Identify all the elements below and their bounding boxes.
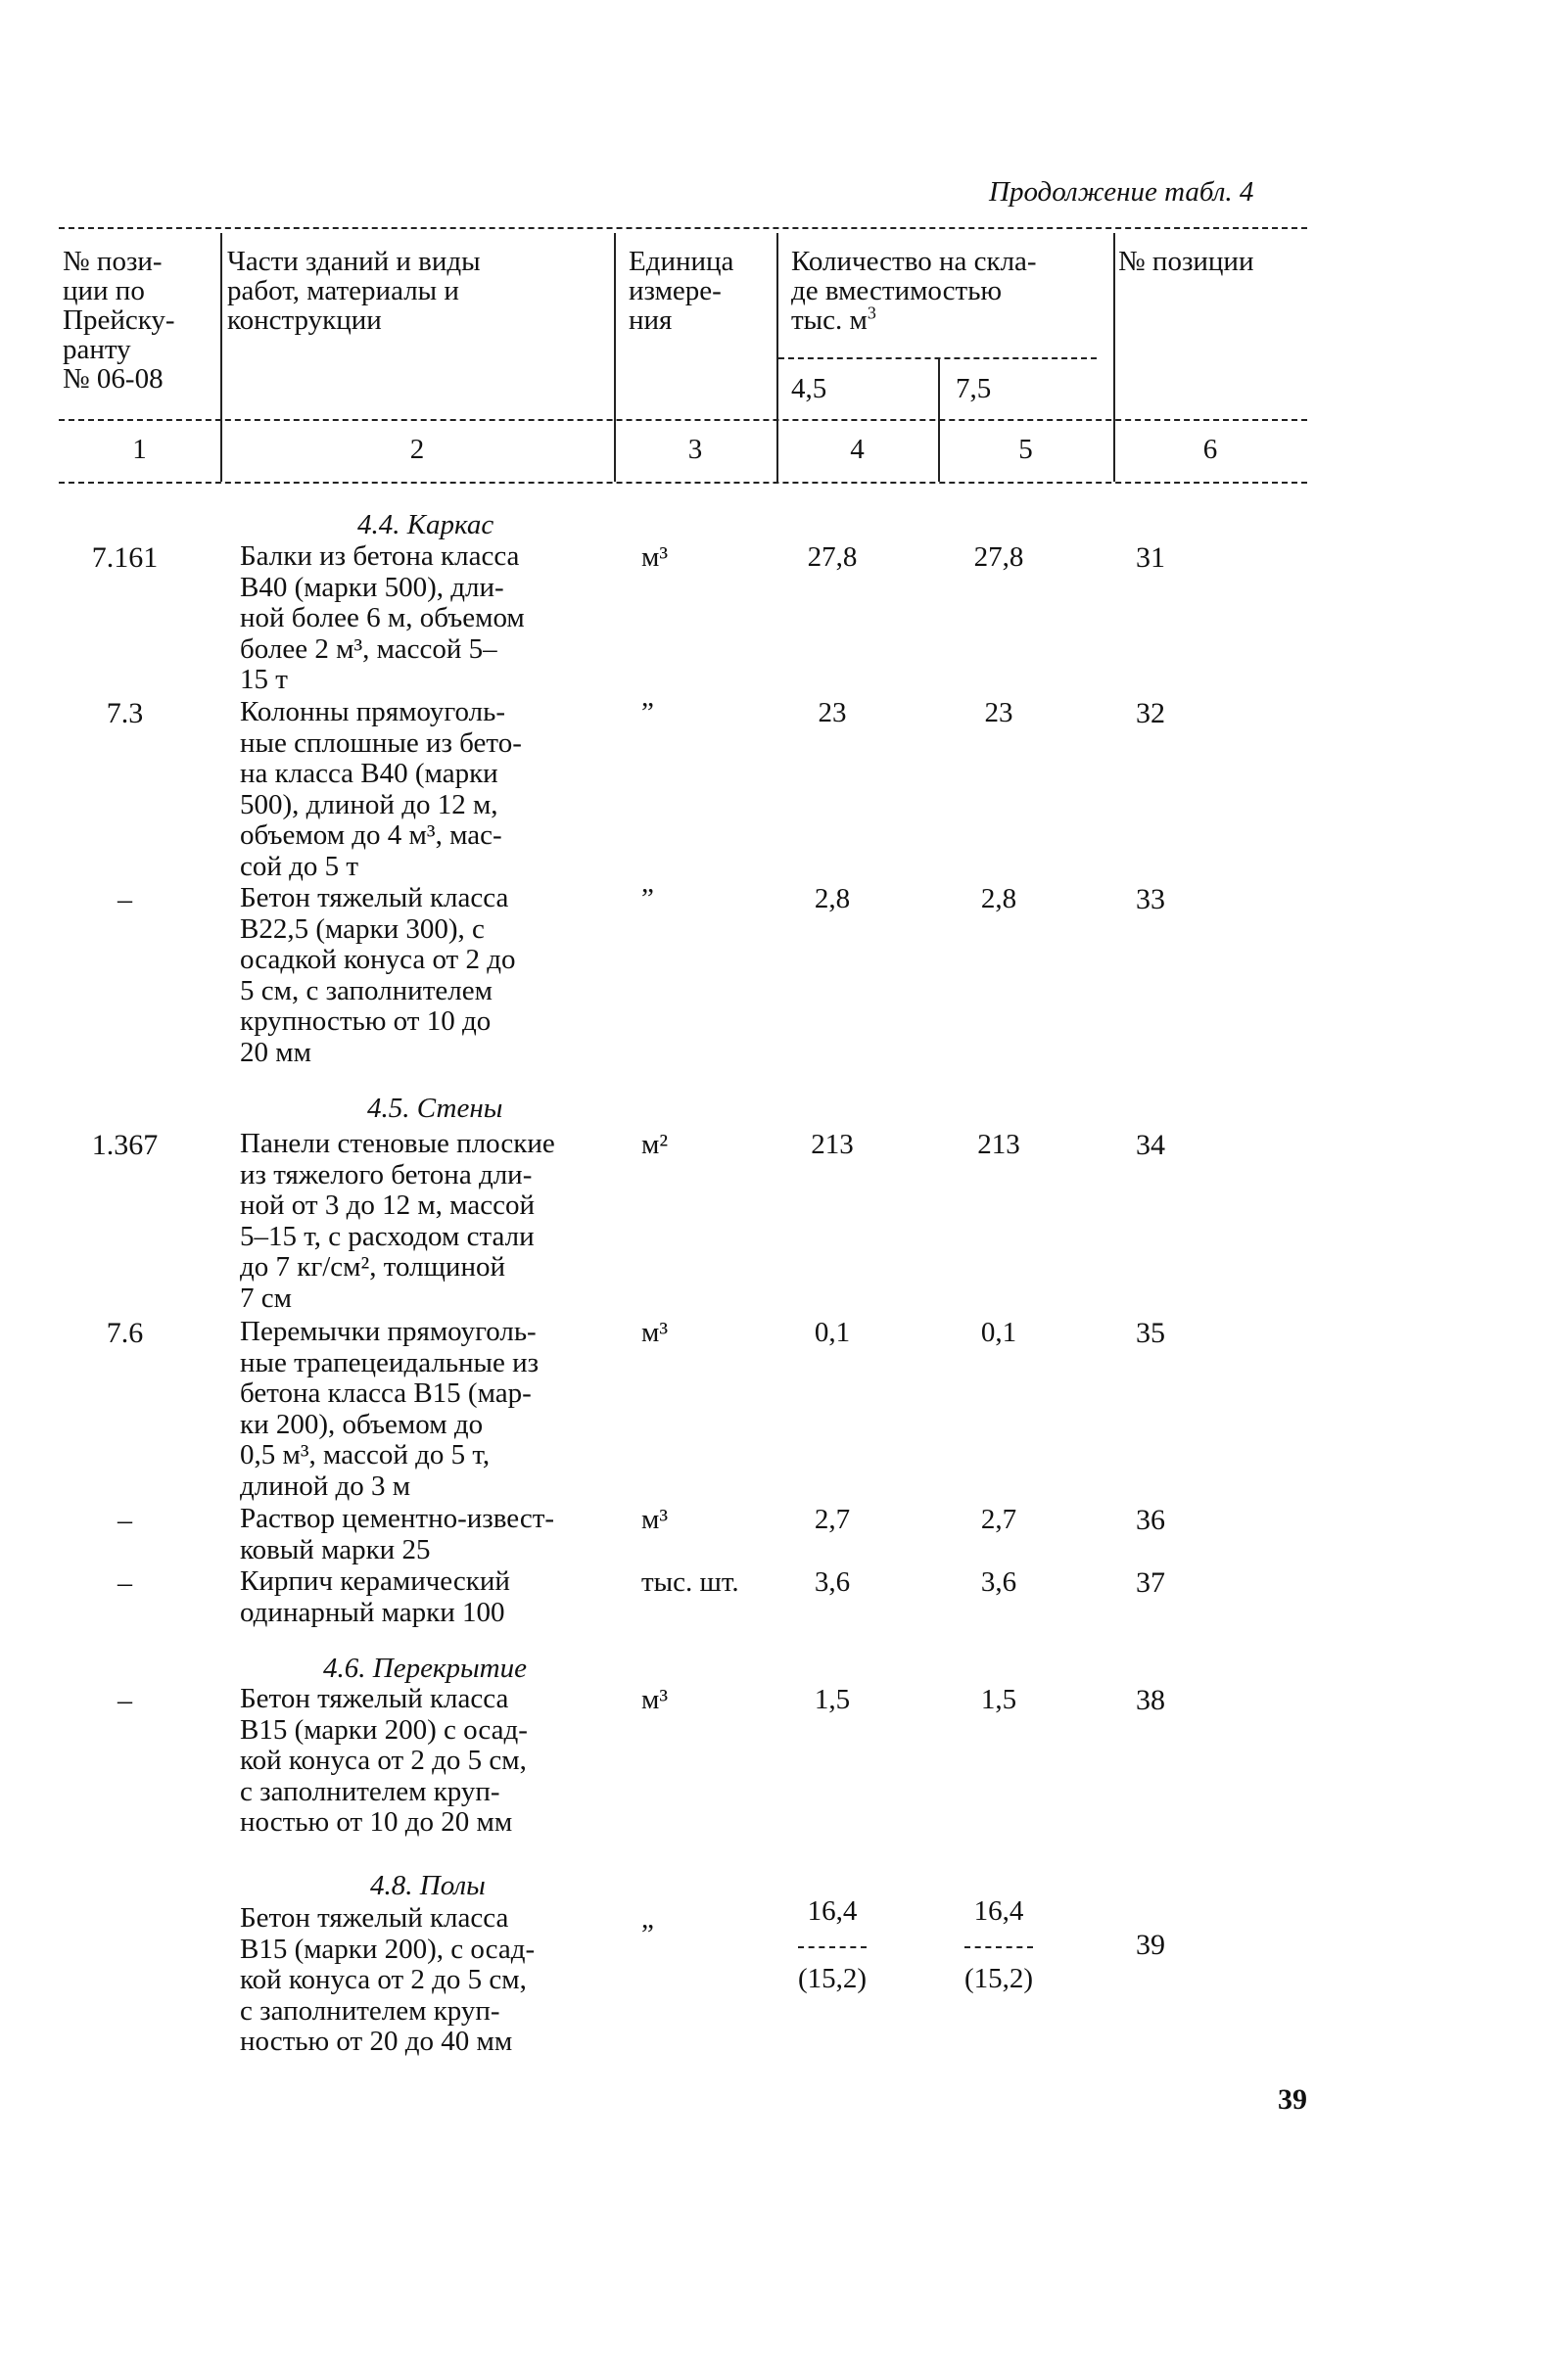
row-position-number: 38: [1136, 1684, 1165, 1716]
header-capacity-75: 7,5: [956, 373, 992, 404]
row-description: Кирпич керамический одинарный марки 100: [240, 1565, 510, 1628]
header-quantity-text: Количество на скла- де вместимостью тыс. м: [791, 246, 1037, 336]
row-description: Бетон тяжелый класса В15 (марки 200) с осад- кой конуса от 2 до 5 см, с заполнителем круп- ностью от 10 до 20 мм: [240, 1683, 528, 1838]
row-position-number: 37: [1136, 1566, 1165, 1599]
column-number-4: 4: [850, 434, 865, 465]
row-unit: м³: [641, 1684, 669, 1715]
row-unit: м³: [641, 1504, 669, 1535]
row-description: Перемычки прямоуголь- ные трапецеидальные из бетона класса В15 (мар- ки 200), объемом до 0,5 м³, массой до 5 т, длиной до 3 м: [240, 1316, 540, 1502]
row-quantity-45: 2,7: [814, 1504, 851, 1535]
row-position-number: 31: [1136, 541, 1165, 574]
column-number-3: 3: [687, 434, 703, 465]
row-description: Колонны прямоуголь- ные сплошные из бето- на класса В40 (марки 500), длиной до 12 м, объемом до 4 м³, мас- сой до 5 т: [240, 696, 522, 882]
row-description: Балки из бетона класса В40 (марки 500), дли- ной более 6 м, объемом более 2 м³, массой 5– 15 т: [240, 540, 525, 695]
header-bottom-rule: [59, 419, 1307, 421]
section-heading-walls: 4.5. Стены: [367, 1093, 503, 1124]
header-quantity-sup: 3: [867, 303, 876, 323]
section-heading-floors: 4.8. Полы: [370, 1870, 486, 1901]
row-quantity-45: 1,5: [814, 1684, 851, 1715]
row-unit: ”: [641, 1919, 654, 1950]
row-position-code: –: [117, 1566, 132, 1599]
header-position-number: № пози- ции по Прейску- ранту № 06-08: [63, 246, 175, 395]
row-quantity-75: 2,7: [980, 1504, 1017, 1535]
row-unit: ”: [641, 697, 654, 728]
fraction-line: [798, 1946, 867, 1948]
row-position-code: 7.161: [91, 541, 159, 574]
header-quantity: [791, 247, 1109, 335]
row-quantity-45: 213: [811, 1129, 854, 1160]
header-top-rule: [59, 227, 1307, 229]
row-description: Бетон тяжелый класса В15 (марки 200), с осад- кой конуса от 2 до 5 см, с заполнителем круп- ностью от 20 до 40 мм: [240, 1902, 536, 2057]
row-position-number: 32: [1136, 697, 1165, 729]
row-quantity-75: 23: [984, 697, 1013, 728]
row-position-number: 34: [1136, 1129, 1165, 1161]
row-quantity-75-alt: (15,2): [963, 1963, 1034, 1994]
row-position-code: –: [117, 883, 132, 915]
row-position-code: 7.6: [106, 1317, 144, 1349]
row-quantity-45: 27,8: [807, 541, 858, 573]
row-position-code: 7.3: [106, 697, 144, 729]
row-unit: м³: [641, 1317, 669, 1348]
row-quantity-45-alt: (15,2): [797, 1963, 868, 1994]
header-parts-and-works: Части зданий и виды работ, материалы и конструкции: [227, 246, 481, 336]
row-unit: м²: [641, 1129, 669, 1160]
row-position-code: –: [117, 1504, 132, 1536]
header-position: № позиции: [1118, 246, 1254, 277]
row-position-number: 36: [1136, 1504, 1165, 1536]
column-number-2: 2: [409, 434, 425, 465]
row-position-number: 39: [1136, 1929, 1165, 1961]
section-heading-carcass: 4.4. Каркас: [357, 509, 494, 540]
row-quantity-45: 2,8: [814, 883, 851, 914]
row-quantity-75: 213: [977, 1129, 1020, 1160]
header-capacity-45: 4,5: [791, 373, 827, 404]
section-heading-floor-slab: 4.6. Перекрытие: [323, 1653, 527, 1684]
fraction-line: [964, 1946, 1033, 1948]
row-quantity-75: 0,1: [980, 1317, 1017, 1348]
row-quantity-75: 16,4: [973, 1895, 1024, 1927]
row-unit: м³: [641, 541, 669, 573]
row-description: Бетон тяжелый класса В22,5 (марки 300), с осадкой конуса от 2 до 5 см, с заполнителем крупностью от 10 до 20 мм: [240, 882, 516, 1068]
column-number-5: 5: [1018, 434, 1033, 465]
row-quantity-45: 23: [818, 697, 847, 728]
row-description: Панели стеновые плоские из тяжелого бетона дли- ной от 3 до 12 м, массой 5–15 т, с расходом стали до 7 кг/см², толщиной 7 см: [240, 1128, 555, 1314]
row-quantity-75: 3,6: [980, 1566, 1017, 1598]
row-quantity-45: 3,6: [814, 1566, 851, 1598]
row-position-number: 35: [1136, 1317, 1165, 1349]
row-quantity-45: 16,4: [807, 1895, 858, 1927]
row-position-code: 1.367: [91, 1129, 159, 1161]
page-number: 39: [1278, 2083, 1307, 2116]
row-quantity-75: 1,5: [980, 1684, 1017, 1715]
column-number-1: 1: [132, 434, 147, 465]
numbers-bottom-rule: [59, 482, 1307, 484]
row-quantity-45: 0,1: [814, 1317, 851, 1348]
column-number-6: 6: [1202, 434, 1218, 465]
row-unit: ”: [641, 883, 654, 914]
header-unit: Единица измере- ния: [629, 246, 734, 336]
row-unit: тыс. шт.: [641, 1566, 739, 1598]
row-position-number: 33: [1136, 883, 1165, 915]
row-quantity-75: 2,8: [980, 883, 1017, 914]
row-description: Раствор цементно-извест- ковый марки 25: [240, 1503, 555, 1565]
table-caption: Продолжение табл. 4: [989, 176, 1254, 208]
row-position-code: –: [117, 1684, 132, 1716]
row-quantity-75: 27,8: [973, 541, 1024, 573]
